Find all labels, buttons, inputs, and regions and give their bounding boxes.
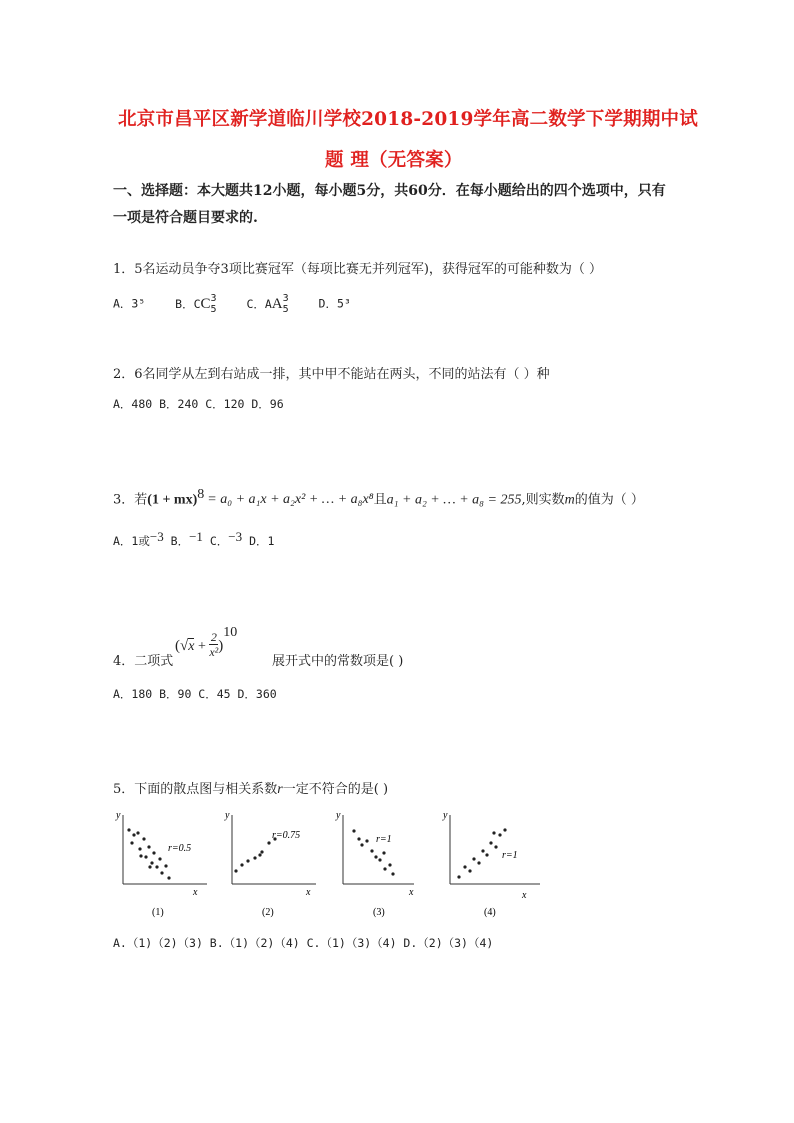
q1-option-c: C．AA 3 5 (246, 293, 289, 315)
plot-2-label: (2) (262, 907, 274, 918)
plot-3-label: (3) (373, 907, 385, 918)
q1-option-d: D．5³ (318, 296, 351, 311)
question-2-options: A．480 B．240 C．120 D．96 (113, 397, 284, 411)
question-1-stem: 1．5名运动员争夺3项比赛冠军（每项比赛无并列冠军)，获得冠军的可能种数为（ ） (113, 262, 603, 277)
question-4-suffix: 展开式中的常数项是( ) (272, 654, 404, 669)
question-2-stem: 2．6名同学从左到右站成一排，其中甲不能站在两头，不同的站法有（ ）种 (113, 367, 550, 382)
q3-rhs: = a₀ + a₁x + a₂x² + … + a₈x⁸ (207, 492, 374, 508)
plot-1-label: (1) (152, 907, 164, 918)
q1-option-b: B．CC 3 5 (175, 293, 217, 315)
question-5-stem: 5．下面的散点图与相关系数r一定不符合的是( ) (113, 782, 389, 797)
plot-1-r-label: r=0.5 (168, 843, 192, 854)
q3-condition: a₁ + a₂ + … + a₈ = 255 (386, 492, 522, 508)
plot-2-r-label: r=0.75 (272, 830, 301, 841)
question-5-options: A.（1)（2)（3) B.（1)（2)（4) C.（1)（3)（4) D.（2)（3)（4) (113, 936, 494, 950)
svg-text:y: y (225, 810, 230, 821)
svg-text:y: y (336, 810, 341, 821)
axis-x-label: x (193, 887, 198, 898)
q1-option-a: A．3⁵ (113, 296, 146, 311)
page-title-line2: 题 理（无答案） (325, 150, 463, 171)
svg-text:x: x (522, 890, 527, 901)
axis-y-label: y (116, 810, 121, 821)
scatter-plot-2 (224, 810, 316, 918)
question-3-options: A．1或−3 B．−1 C．−3 D．1 (113, 529, 275, 548)
question-4-expression: (√x + $\frac{2}{\text{x²}}$ )$^{10}$ (175, 625, 238, 659)
scatter-plots-figure (110, 805, 560, 923)
q3-lhs: (1 + mx) (147, 492, 198, 508)
svg-text:x: x (306, 887, 311, 898)
question-3-stem: 3．若(1 + mx)$^8$ = a₀ + a₁x + a₂x² + … + a₈x⁸且a₁ + a₂ + … + a₈ = 255,则实数m的值为（ ） (113, 487, 644, 508)
scatter-plot-4 (442, 810, 540, 918)
svg-text:x: x (409, 887, 414, 898)
question-1-options (113, 293, 351, 315)
plot-3-r-label: r=1 (376, 834, 392, 845)
question-4-prefix: 4．二项式 (113, 654, 174, 669)
plot-4-r-label: r=1 (502, 850, 518, 861)
plot-4-label: (4) (484, 907, 496, 918)
question-4-options: A．180 B．90 C．45 D．360 (113, 687, 277, 701)
svg-text:y: y (443, 810, 448, 821)
scatter-plot-1 (115, 810, 207, 918)
section-heading-line1: 一、选择题：本大题共12小题，每小题5分，共60分．在每小题给出的四个选项中，只有 (113, 183, 666, 199)
scatter-plot-3 (335, 810, 414, 918)
page-title-line1: 北京市昌平区新学道临川学校2018-2019学年高二数学下学期期中试 (118, 109, 698, 130)
section-heading-line2: 一项是符合题目要求的. (113, 210, 258, 226)
